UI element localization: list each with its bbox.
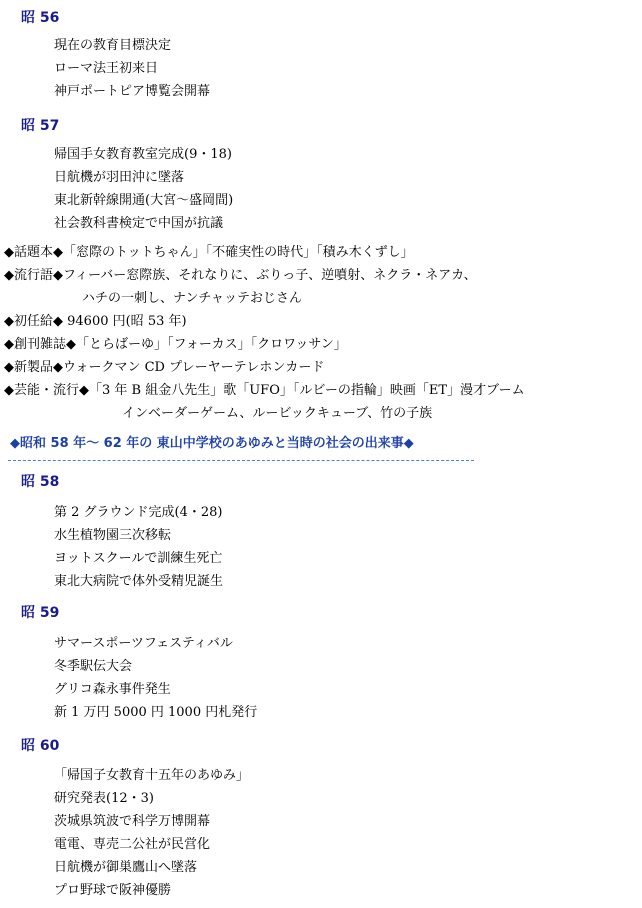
- event-item: 東北新幹線開通(大宮～盛岡間): [54, 193, 234, 208]
- year-label-s56: 昭 56: [21, 10, 60, 26]
- event-item: 茨城県筑波で科学万博開幕: [54, 814, 211, 829]
- event-item: 電電、専売二公社が民営化: [54, 837, 211, 852]
- event-item: プロ野球で阪神優勝: [54, 883, 172, 898]
- year-label-s57: 昭 57: [21, 118, 60, 134]
- event-item: 新 1 万円 5000 円 1000 円札発行: [54, 705, 258, 720]
- trend-magazines: ◆創刊雑誌◆「とらばーゆ」「フォーカス」「クロワッサン」: [4, 337, 347, 352]
- year-label-s59: 昭 59: [21, 605, 60, 621]
- event-item: 東北大病院で体外受精児誕生: [54, 574, 224, 589]
- trend-products: ◆新製品◆ウォークマン CD プレーヤーテレホンカード: [4, 360, 325, 375]
- trend-words: ◆流行語◆フィーバー窓際族、それなりに、ぶりっ子、逆噴射、ネクラ・ネアカ、: [4, 268, 477, 283]
- event-item: 研究発表(12・3): [54, 791, 154, 806]
- trend-words-continued: ハチの一刺し、ナンチャッテおじさん: [82, 291, 302, 306]
- event-item: 日航機が御巣鷹山へ墜落: [54, 860, 198, 875]
- event-item: 帰国手女教育教室完成(9・18): [54, 147, 232, 162]
- event-item: 社会教科書検定で中国が抗議: [54, 216, 224, 231]
- event-item: ローマ法王初来日: [54, 61, 159, 76]
- year-label-s60: 昭 60: [21, 738, 60, 754]
- trend-books: ◆話題本◆「窓際のトットちゃん」「不確実性の時代」「積み木くずし」: [4, 245, 414, 260]
- event-item: サマースポーツフェスティバル: [54, 636, 233, 651]
- trend-salary: ◆初任給◆ 94600 円(昭 53 年): [4, 314, 187, 329]
- event-item: 現在の教育目標決定: [54, 38, 172, 53]
- section-divider: [8, 460, 474, 461]
- event-item: ヨットスクールで訓練生死亡: [54, 551, 223, 566]
- trend-entertainment: ◆芸能・流行◆「3 年 B 組金八先生」歌「UFO」「ルビーの指輪」映画「ET」漫才ブーム: [4, 383, 525, 398]
- event-item: 神戸ポートピア博覧会開幕: [54, 84, 211, 99]
- section-header-s58-s62: ◆昭和 58 年～ 62 年の 東山中学校のあゆみと当時の社会の出来事◆: [10, 436, 414, 451]
- event-item: 水生植物園三次移転: [54, 528, 172, 543]
- year-label-s58: 昭 58: [21, 474, 60, 490]
- event-item: 冬季駅伝大会: [54, 659, 133, 674]
- event-item: 「帰国子女教育十五年のあゆみ」: [54, 768, 250, 783]
- event-item: 第 2 グラウンド完成(4・28): [54, 505, 223, 520]
- event-item: 日航機が羽田沖に墜落: [54, 170, 185, 185]
- trend-entertainment-continued: インベーダーゲーム、ルービックキューブ、竹の子族: [122, 406, 433, 421]
- event-item: グリコ森永事件発生: [54, 682, 171, 697]
